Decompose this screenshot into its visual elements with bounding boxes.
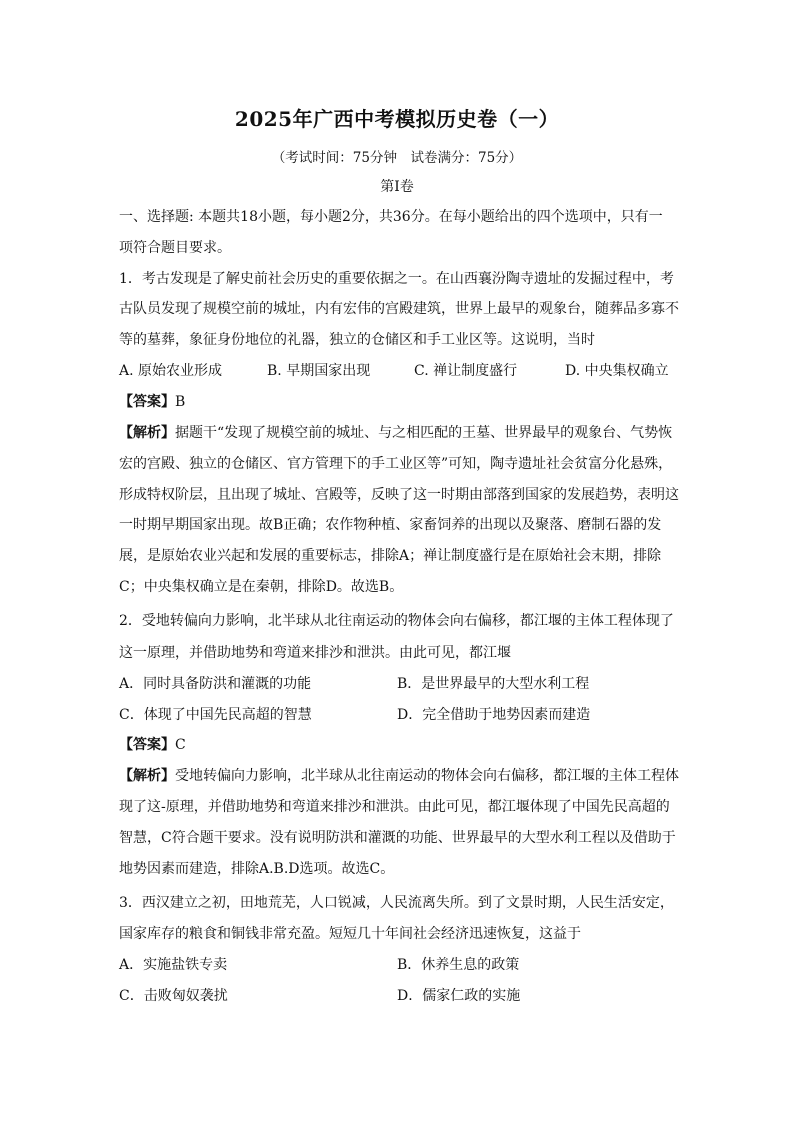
q1-option-d: D. 中央集权确立 bbox=[565, 363, 669, 379]
exam-title: 2025年广西中考模拟历史卷（一） bbox=[234, 107, 560, 131]
q1-analysis-line-6: C；中央集权确立是在秦朝，排除D。故选B。 bbox=[119, 579, 404, 595]
q3-option-d: D．儒家仁政的实施 bbox=[397, 988, 521, 1004]
analysis-tag: 【解析】 bbox=[119, 768, 175, 784]
q2-analysis-line-2: 现了这-原理，并借助地势和弯道来排沙和泄洪。由此可见，都江堰体现了中国先民高超的 bbox=[119, 799, 670, 815]
q2-analysis-line-3: 智慧，C符合题干要求。没有说明防洪和灌溉的功能、世界最早的大型水利工程以及借助于 bbox=[119, 830, 676, 846]
q3-option-b: B．休养生息的政策 bbox=[397, 957, 520, 973]
section-intro-line-1: 一、选择题: 本题共18小题，每小题2分，共36分。在每小题给出的四个选项中，只有一 bbox=[119, 209, 663, 225]
q2-analysis-text-1: 受地转偏向力影响，北半球从北往南运动的物体会向右偏移，都江堰的主体工程体 bbox=[175, 768, 679, 784]
q1-analysis-line-1 bbox=[119, 423, 679, 443]
q2-analysis-line-1 bbox=[119, 766, 679, 786]
q1-answer bbox=[119, 392, 679, 412]
q1-analysis-line-3: 形成特权阶层，且出现了城址、宫殿等，反映了这一时期由部落到国家的发展趋势，表明这 bbox=[119, 487, 679, 503]
q2-answer bbox=[119, 735, 679, 755]
q3-option-c: C．击败匈奴袭扰 bbox=[119, 988, 228, 1004]
answer-tag: 【答案】 bbox=[119, 737, 175, 753]
volume-heading: 第Ⅰ卷 bbox=[380, 179, 414, 195]
q2-stem-line-2: 这一原理，并借助地势和弯道来排沙和泄洪。由此可见，都江堰 bbox=[119, 645, 511, 661]
q3-stem-line-1: 3．西汉建立之初，田地荒芜，人口锐减，人民流离失所。到了文景时期，人民生活安定， bbox=[119, 895, 674, 911]
q1-analysis-line-2: 宏的宫殿、独立的仓储区、官方管理下的手工业区等”可知，陶寺遗址社会贫富分化悬殊， bbox=[119, 456, 673, 472]
q2-option-c: C．体现了中国先民高超的智慧 bbox=[119, 707, 312, 723]
q1-stem-line-2: 古队员发现了规模空前的城址，内有宏伟的宫殿建筑，世界上最早的观象台，随葬品多寡不 bbox=[119, 301, 679, 317]
q2-option-d: D．完全借助于地势因素而建造 bbox=[397, 707, 591, 723]
analysis-tag: 【解析】 bbox=[119, 425, 175, 441]
q1-stem-line-3: 等的墓葬，象征身份地位的礼器，独立的仓储区和手工业区等。这说明，当时 bbox=[119, 332, 595, 348]
section-intro-line-2: 项符合题目要求。 bbox=[119, 240, 231, 256]
q1-analysis-text-1: 据题干“发现了规模空前的城址、与之相匹配的王墓、世界最早的观象台、气势恢 bbox=[175, 425, 673, 441]
q1-analysis-line-5: 展，是原始农业兴起和发展的重要标志，排除A；禅让制度盛行是在原始社会末期，排除 bbox=[119, 548, 662, 564]
q2-stem-line-1: 2．受地转偏向力影响，北半球从北往南运动的物体会向右偏移，都江堰的主体工程体现了 bbox=[119, 613, 674, 629]
q2-analysis-line-4: 地势因素而建造，排除A.B.D选项。故选C。 bbox=[119, 861, 395, 877]
q2-option-a: A．同时具备防洪和灌溉的功能 bbox=[119, 676, 312, 692]
q3-stem-line-2: 国家库存的粮食和铜钱非常充盈。短短几十年间社会经济迅速恢复，这益于 bbox=[119, 926, 581, 942]
q1-stem-line-1: 1．考古发现是了解史前社会历史的重要依据之一。在山西襄汾陶寺遗址的发掘过程中，考 bbox=[119, 271, 674, 287]
q2-answer-value: C bbox=[175, 737, 186, 753]
q1-option-c: C. 禅让制度盛行 bbox=[414, 363, 518, 379]
answer-tag: 【答案】 bbox=[119, 394, 175, 410]
q1-answer-value: B bbox=[175, 394, 186, 410]
q1-option-a: A. 原始农业形成 bbox=[119, 363, 223, 379]
q3-option-a: A．实施盐铁专卖 bbox=[119, 957, 228, 973]
q1-analysis-line-4: 一时期早期国家出现。故B正确；农作物种植、家畜饲养的出现以及聚落、磨制石器的发 bbox=[119, 517, 662, 533]
q1-option-b: B. 早期国家出现 bbox=[267, 363, 371, 379]
q2-option-b: B．是世界最早的大型水利工程 bbox=[397, 676, 590, 692]
exam-subtitle: （考试时间：75分钟 试卷满分：75分） bbox=[271, 150, 523, 166]
